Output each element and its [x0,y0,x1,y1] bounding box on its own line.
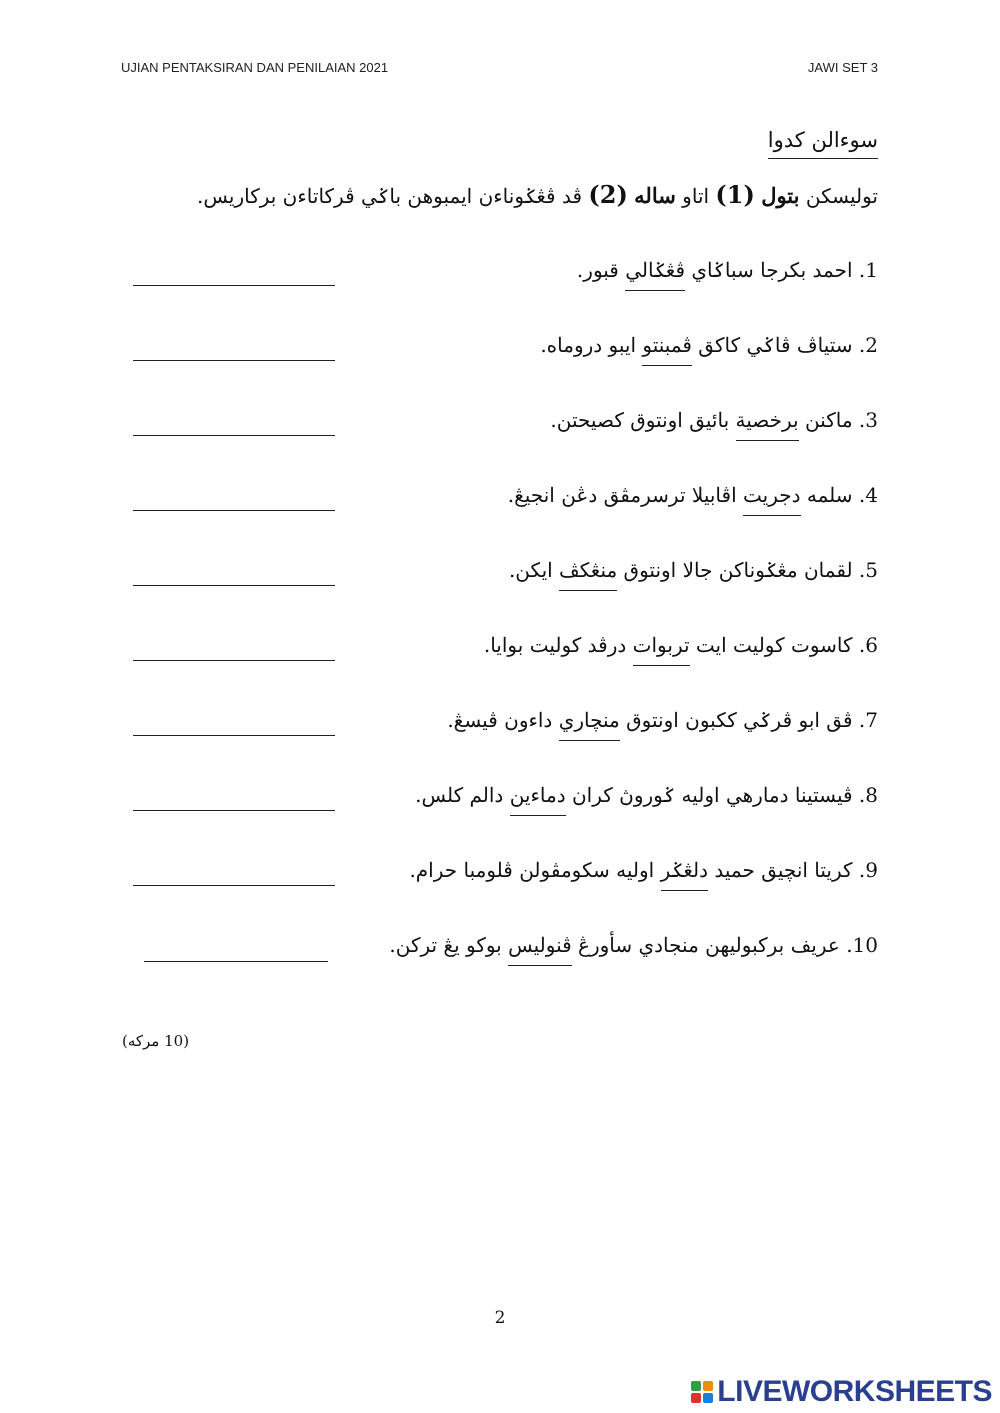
underlined-word: ڤنوليس [508,933,572,966]
question-number: 7. [858,708,878,732]
question-9 [409,858,878,898]
question-number: 3. [858,408,878,432]
underlined-word: منڠكڤ [559,558,617,591]
question-4 [508,483,878,523]
answer-line-4[interactable] [133,510,335,511]
question-8 [415,783,878,823]
answer-line-7[interactable] [133,735,335,736]
section-title: سوءالن كدوا [768,128,878,159]
option-number-1: (1) [715,180,755,209]
question-text-before: كاسوت كوليت ايت [689,633,859,657]
question-number: 8. [858,783,878,807]
option-number-2: (2) [588,180,628,209]
question-text-after: ايكن. [508,558,560,582]
instruction-post: ڤد ڤڠݢوناءن ايمبوهن باݢي ڤركاتاءن بركاريس. [197,184,589,208]
question-text-after: اوليه سكومڤولن ڤلومبا حرام. [409,858,661,882]
question-7 [447,708,878,748]
question-number: 10. [846,933,878,957]
answer-line-8[interactable] [133,810,335,811]
underlined-word: تربوات [633,633,690,666]
page-number: 2 [494,1308,506,1328]
question-number: 2. [858,333,878,357]
question-text-after: اڤابيلا ترسرمڤق دڠن انجيڠ. [507,483,743,507]
instruction-mid: اتاو [675,184,716,208]
question-text-before: ڤق ابو ڤرݢي ككبون اونتوق [619,708,859,732]
question-3 [550,408,878,448]
instruction-pre: توليسكن [799,184,878,208]
question-2 [540,333,878,373]
brand-square-icon [691,1393,701,1403]
underlined-word: دماءين [510,783,566,816]
option-word-2: ساله [634,183,676,208]
question-text-after: درڤد كوليت بوايا. [483,633,633,657]
underlined-word: ڤڠݢالي [625,258,685,291]
answer-line-3[interactable] [133,435,335,436]
exam-title: UJIAN PENTAKSIRAN DAN PENILAIAN 2021 [121,60,389,75]
question-number: 9. [858,858,878,882]
question-text-after: قبور. [576,258,626,282]
question-number: 4. [858,483,878,507]
brand-square-icon [703,1381,713,1391]
brand-square-icon [691,1381,701,1391]
question-number: 1. [858,258,878,282]
underlined-word: ڤمبنتو [642,333,692,366]
question-text-after: دالم كلس. [415,783,510,807]
question-10 [389,933,878,973]
question-text-before: لقمان مڠݢوناكن جالا اونتوق [617,558,859,582]
underlined-word: دجريت [743,483,801,516]
brand-name: LIVEWORKSHEETS [717,1375,992,1408]
question-text-before: احمد بكرجا سباݢاي [685,258,859,282]
marks-label: (10 مركه) [122,1032,190,1050]
brand-logo[interactable] [691,1375,992,1409]
question-text-before: ماكنن [798,408,859,432]
question-text-after: داءون ڤيسڠ. [447,708,559,732]
question-text-after: بائيق اونتوق كصيحتن. [550,408,736,432]
question-text-before: عريف بركبوليهن منجادي سأورڠ [571,933,847,957]
answer-line-6[interactable] [133,660,335,661]
option-word-1: بتول [761,183,800,208]
question-number: 5. [858,558,878,582]
question-text-before: ستياڤ ڤاݢي كاكق [691,333,859,357]
underlined-word: برخصية [736,408,799,441]
answer-line-5[interactable] [133,585,335,586]
question-text-after: ايبو دروماه. [540,333,643,357]
question-1 [577,258,878,298]
question-text-before: كريتا انچيق حميد [708,858,859,882]
answer-line-10[interactable] [144,961,328,962]
brand-square-icon [703,1393,713,1403]
brand-grid-icon [691,1381,713,1403]
underlined-word: دلڠݢر [661,858,708,891]
question-text-before: ڤيستينا دمارهي اوليه ݢوروڽ كران [565,783,859,807]
answer-line-9[interactable] [133,885,335,886]
answer-line-1[interactable] [133,285,335,286]
instruction [118,180,878,209]
answer-line-2[interactable] [133,360,335,361]
question-text-before: سلمه [800,483,859,507]
question-number: 6. [858,633,878,657]
question-6 [484,633,878,673]
question-text-after: بوكو يڠ تركن. [389,933,509,957]
set-label: JAWI SET 3 [807,60,878,75]
underlined-word: منچاري [559,708,620,741]
question-5 [509,558,878,598]
